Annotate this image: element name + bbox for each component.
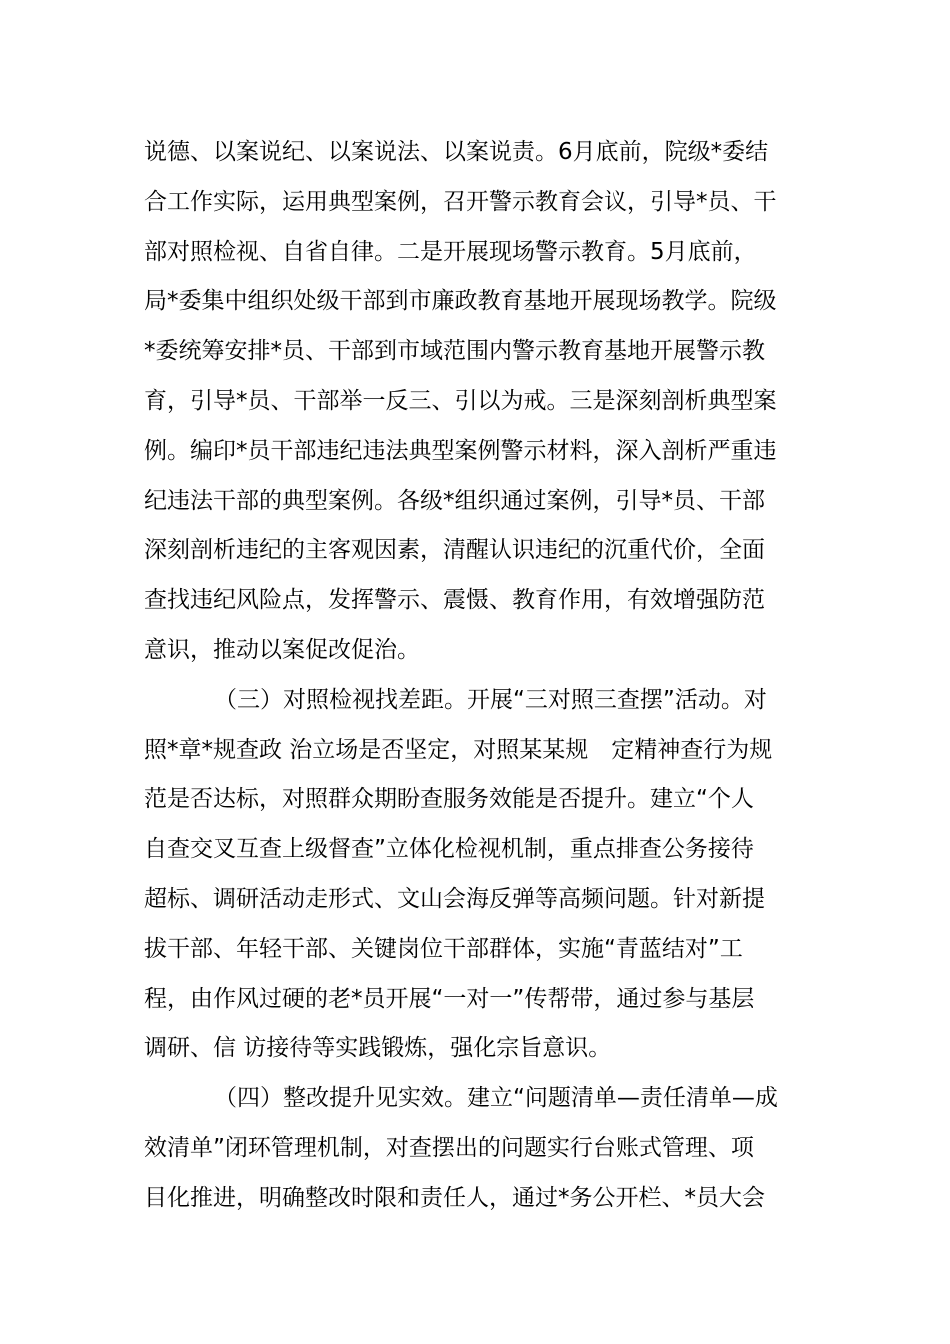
text-line: 超标、调研活动走形式、文山会海反弹等高频问题。针对新提 xyxy=(144,885,765,912)
text-line: 拔干部、年轻干部、关键岗位干部群体，实施“青蓝结对”工 xyxy=(144,935,743,962)
section-heading-line: （三）对照检视找差距。开展“三对照三查摆”活动。对 xyxy=(214,686,767,713)
text-line: 说德、以案说纪、以案说法、以案说责。6月底前，院级*委结 xyxy=(144,139,769,165)
text-line: 育，引导*员、干部举一反三、引以为戒。三是深刻剖析典型案 xyxy=(144,387,777,414)
text-line: 意识，推动以案促改促治。 xyxy=(144,636,420,663)
text-line: 范是否达标，对照群众期盼查服务效能是否提升。建立“个人 xyxy=(144,786,754,813)
text-line: 合工作实际，运用典型案例，召开警示教育会议，引导*员、干 xyxy=(144,188,777,215)
text-line: 自查交叉互查上级督查”立体化检视机制，重点排查公务接待 xyxy=(144,836,754,863)
text-line: 调研、信 访接待等实践锻炼，强化宗旨意识。 xyxy=(144,1035,612,1062)
text-line: 照*章*规查政 治立场是否坚定，对照某某规 定精神查行为规 xyxy=(144,736,773,763)
text-line: 部对照检视、自省自律。二是开展现场警示教育。5月底前， xyxy=(144,238,757,265)
text-line: 查找违纪风险点，发挥警示、震慑、教育作用，有效增强防范 xyxy=(144,587,765,614)
section-heading-line: （四）整改提升见实效。建立“问题清单—责任清单—成 xyxy=(214,1085,778,1112)
text-line: 纪违法干部的典型案例。各级*组织通过案例，引导*员、干部 xyxy=(144,487,765,514)
text-line: 效清单”闭环管理机制，对查摆出的问题实行台账式管理、项 xyxy=(144,1134,754,1161)
text-line: 例。编印*员干部违纪违法典型案例警示材料，深入剖析严重违 xyxy=(144,437,777,464)
text-line: *委统筹安排*员、干部到市域范围内警示教育基地开展警示教 xyxy=(144,338,765,365)
text-line: 局*委集中组织处级干部到市廉政教育基地开展现场教学。院级 xyxy=(144,288,777,315)
text-line: 深刻剖析违纪的主客观因素，清醒认识违纪的沉重代价，全面 xyxy=(144,537,765,564)
body-text xyxy=(144,128,814,1224)
text-line: 目化推进，明确整改时限和责任人，通过*务公开栏、*员大会 xyxy=(144,1184,765,1211)
text-line: 程，由作风过硬的老*员开展“一对一”传帮带，通过参与基层 xyxy=(144,985,755,1012)
